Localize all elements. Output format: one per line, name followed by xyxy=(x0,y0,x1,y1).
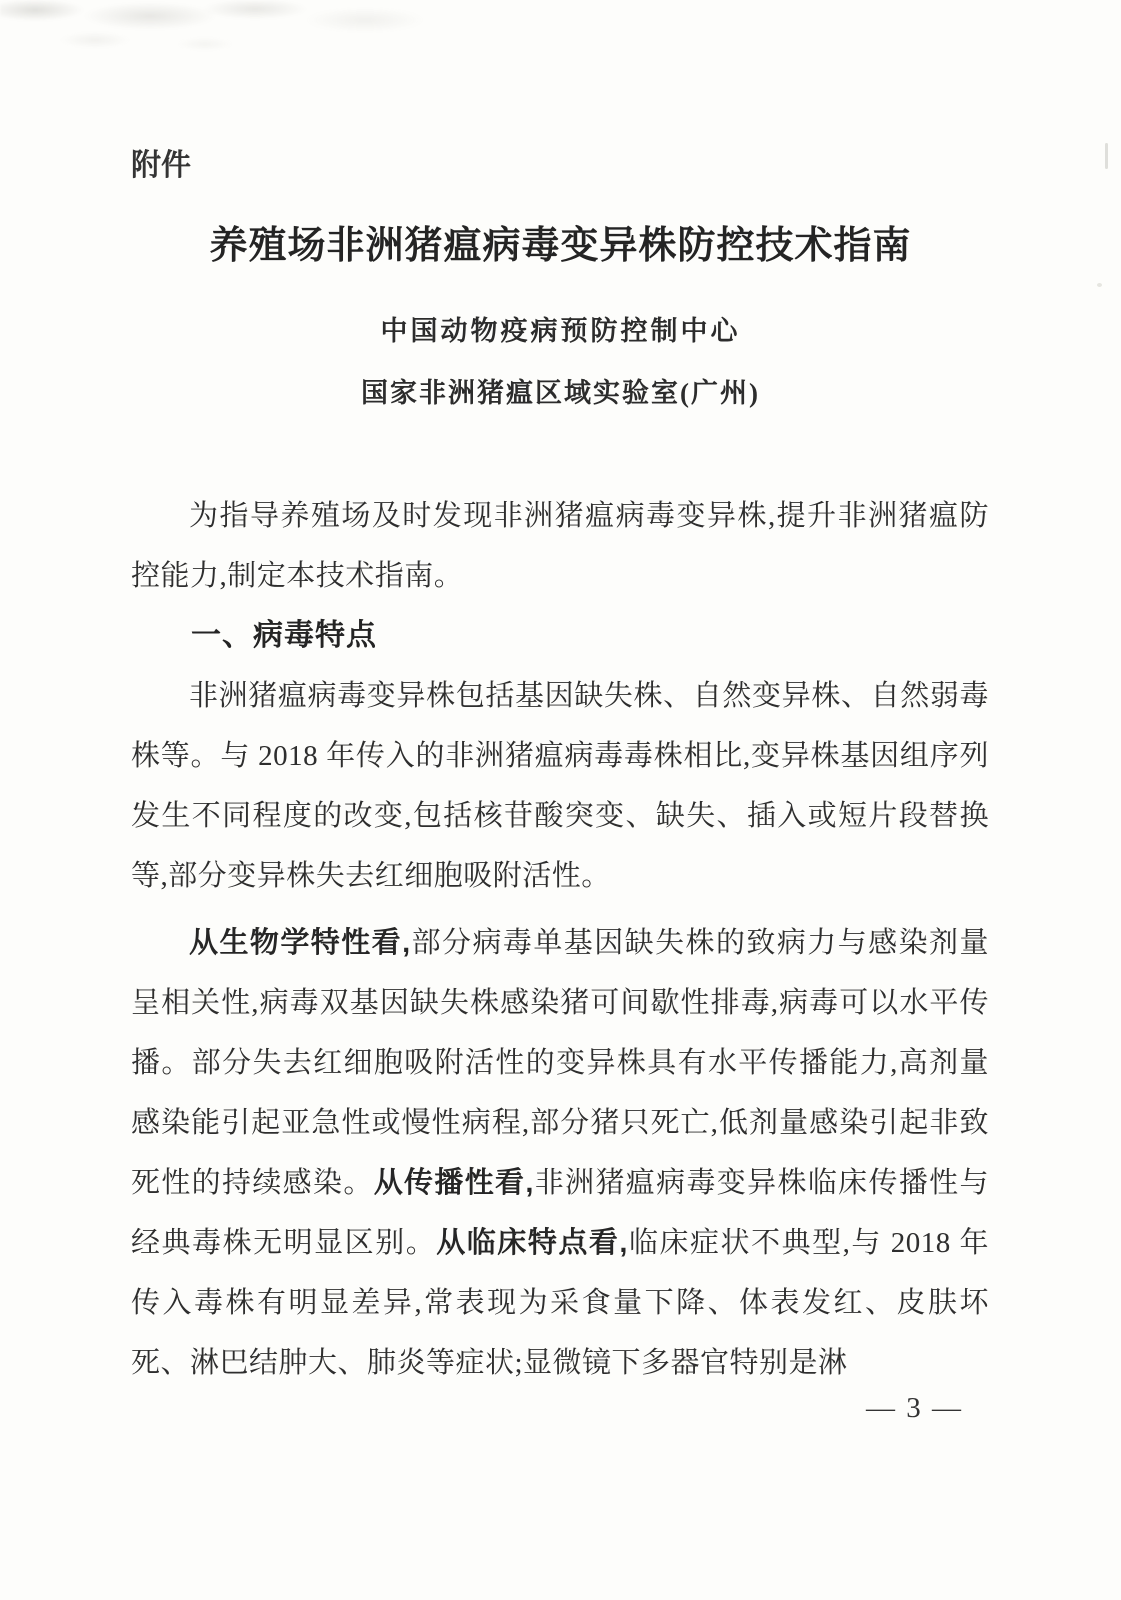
section-paragraph-2 xyxy=(131,913,989,1393)
page-number: — 3 — xyxy=(866,1392,963,1424)
document-title: 养殖场非洲猪瘟病毒变异株防控技术指南 xyxy=(209,225,912,267)
section-paragraph-1: 非洲猪瘟病毒变异株包括基因缺失株、自然变异株、自然弱毒株等。与 2018 年传入的非洲猪瘟病毒毒株相比,变异株基因组序列发生不同程度的改变,包括核苷酸突变、缺失、插入或短片段替换等,部分变异株失去红细胞吸附活性。 xyxy=(131,680,989,892)
bold-phrase-transmissibility: 从传播性看, xyxy=(373,1167,534,1199)
attachment-label: 附件 xyxy=(131,149,191,182)
scan-noise-artifact xyxy=(0,0,480,72)
scan-speck-artifact xyxy=(1097,283,1102,287)
paragraph-text-transmissibility: 非洲猪瘟病毒变异株临床传播性与经典毒株无明显区别。 xyxy=(131,1167,989,1259)
bold-phrase-clinical-features: 从临床特点看, xyxy=(436,1227,628,1259)
section-heading-virus-characteristics: 一、病毒特点 xyxy=(191,619,377,652)
org-name-line1: 中国动物疫病预防控制中心 xyxy=(380,316,741,346)
org-name-line2: 国家非洲猪瘟区域实验室(广州) xyxy=(361,378,760,408)
document-body xyxy=(131,486,989,1393)
intro-paragraph: 为指导养殖场及时发现非洲猪瘟病毒变异株,提升非洲猪瘟防控能力,制定本技术指南。 xyxy=(131,500,989,592)
bold-phrase-biological-traits: 从生物学特性看, xyxy=(189,927,411,959)
scan-line-artifact xyxy=(1105,143,1108,169)
paragraph-text-clinical: 临床症状不典型,与 2018 年传入毒株有明显差异,常表现为采食量下降、体表发红、皮肤坏死、淋巴结肿大、肺炎等症状;显微镜下多器官特别是淋 xyxy=(131,1227,989,1379)
paragraph-text-biological: 部分病毒单基因缺失株的致病力与感染剂量呈相关性,病毒双基因缺失株感染猪可间歇性排毒,病毒可以水平传播。部分失去红细胞吸附活性的变异株具有水平传播能力,高剂量感染能引起亚急性或慢性病程,部分猪只死亡,低剂量感染引起非致死性的持续感染。 xyxy=(131,927,989,1199)
